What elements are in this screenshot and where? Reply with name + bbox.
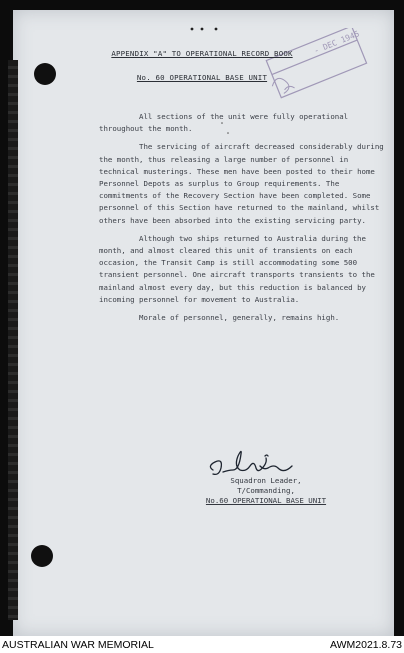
- appendix-title: APPENDIX "A" TO OPERATIONAL RECORD BOOK: [111, 49, 293, 58]
- signatory-unit: No.60 OPERATIONAL BASE UNIT: [205, 496, 327, 505]
- reference-number: AWM2021.8.73: [330, 639, 402, 651]
- stamp-date: - DEC 1945: [312, 29, 361, 56]
- signatory-role: T/Commanding,: [237, 486, 295, 495]
- paragraph: All sections of the unit were fully operational throughout the month.: [99, 112, 349, 134]
- signatory-rank: Squadron Leader,: [230, 476, 302, 485]
- source-label: AUSTRALIAN WAR MEMORIAL: [2, 639, 154, 651]
- paragraph: Morale of personnel, generally, remains high.: [139, 313, 340, 323]
- paragraph: Although two ships returned to Australia during the month, and almost cleared this unit of transients on each occasion, the Transit Camp is still accommodating some 500 transient personnel. One aircraft transports transients to the mainland almost every day, but this reduction is balanced by incoming personnel for movement to Australia.: [99, 233, 375, 304]
- signature-block: [196, 476, 336, 506]
- received-stamp: [258, 28, 376, 104]
- paragraph: The servicing of aircraft decreased considerably during the month, thus releasing a large number of personnel in technical musterings. These men have been posted to their home Personnel Depots as surplus to Group requirements. The commitments of the Recovery Section have been completed. Some personnel of this Section have returned to the mainland, whilst others have been absorbed into the existing servicing party.: [99, 142, 384, 225]
- footer-bar: [0, 637, 404, 653]
- unit-title: No. 60 OPERATIONAL BASE UNIT: [136, 73, 268, 82]
- report-body: [99, 111, 391, 330]
